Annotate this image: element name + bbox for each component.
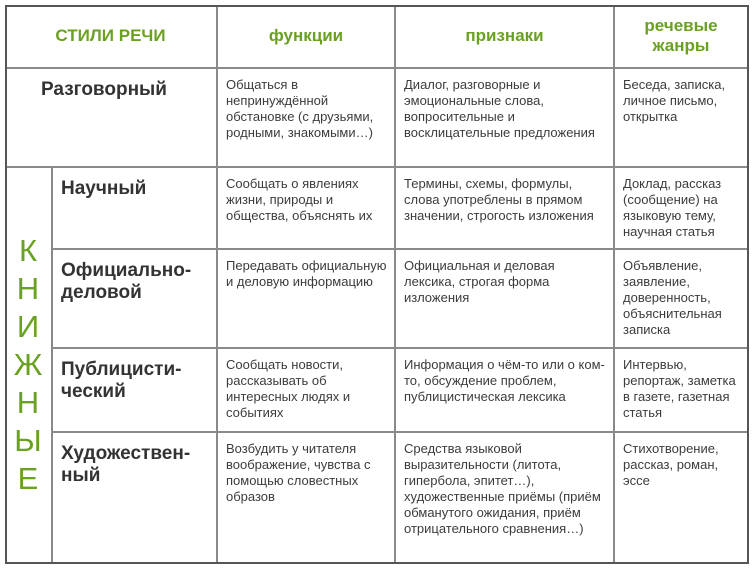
header-styles: СТИЛИ РЕЧИ	[5, 5, 218, 69]
row-functions-journalistic: Сообщать новости, рассказывать об интересных людях и событиях	[218, 349, 396, 433]
header-features: признаки	[396, 5, 615, 69]
bookish-letter: Н	[16, 385, 40, 420]
bookish-vertical-label	[5, 168, 53, 564]
row-features-journalistic: Информация о чём-то или о ком-то, обсуждение проблем, публицистическая лексика	[396, 349, 615, 433]
row-genres-official: Объявление, заявление, доверенность, объяснительная записка	[615, 250, 749, 349]
bookish-letter: Ы	[14, 423, 42, 458]
row-style-official: Официально-деловой	[53, 250, 218, 349]
header-functions: функции	[218, 5, 396, 69]
row-functions-official: Передавать официальную и деловую информацию	[218, 250, 396, 349]
bookish-letter: И	[16, 309, 40, 344]
speech-styles-table	[5, 5, 749, 564]
row-genres-journalistic: Интервью, репортаж, заметка в газете, газетная статья	[615, 349, 749, 433]
header-genres: речевые жанры	[615, 5, 749, 69]
row-functions-artistic: Возбудить у читателя воображение, чувства с помощью словестных образов	[218, 433, 396, 564]
row-genres-artistic: Стихотворение, рассказ, роман, эссе	[615, 433, 749, 564]
row-genres-scientific: Доклад, рассказ (сообщение) на языковую тему, научная статья	[615, 168, 749, 250]
bookish-letter: К	[18, 233, 38, 268]
row-style-scientific: Научный	[53, 168, 218, 250]
bookish-letter: Е	[17, 461, 39, 496]
row-features-official: Официальная и деловая лексика, строгая форма изложения	[396, 250, 615, 349]
row-genres-conversational: Беседа, записка, личное письмо, открытка	[615, 69, 749, 168]
bookish-letter: Н	[16, 271, 40, 306]
row-style-journalistic: Публицисти-ческий	[53, 349, 218, 433]
bookish-letter: Ж	[13, 347, 43, 382]
row-style-conversational: Разговорный	[5, 69, 218, 168]
row-functions-scientific: Сообщать о явлениях жизни, природы и общества, объяснять их	[218, 168, 396, 250]
row-features-conversational: Диалог, разговорные и эмоциональные слова, вопросительные и восклицательные предложения	[396, 69, 615, 168]
row-features-artistic: Средства языковой выразительности (литота, гипербола, эпитет…), художественные приёмы (приём обманутого ожидания, приём отрицательного сравнения…)	[396, 433, 615, 564]
row-functions-conversational: Общаться в непринуждённой обстановке (с друзьями, родными, знакомыми…)	[218, 69, 396, 168]
row-style-artistic: Художествен-ный	[53, 433, 218, 564]
row-features-scientific: Термины, схемы, формулы, слова употреблены в прямом значении, строгость изложения	[396, 168, 615, 250]
